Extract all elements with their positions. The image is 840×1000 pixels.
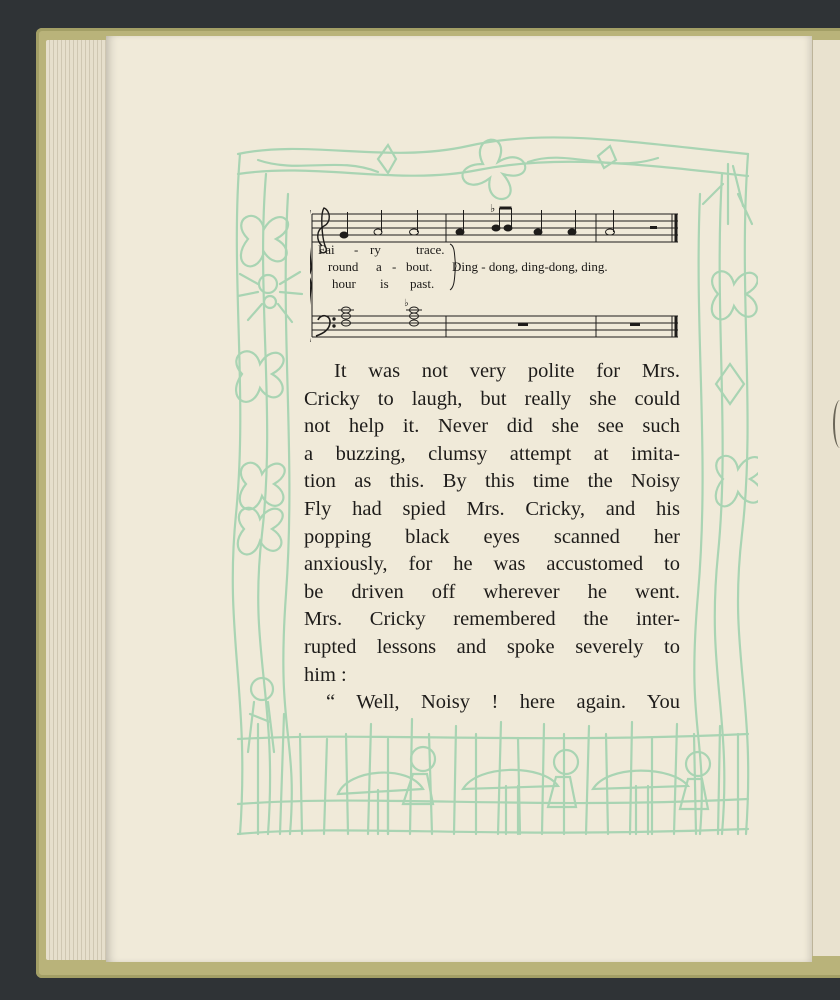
text-line: a buzzing, clumsy attempt at imita- — [304, 442, 680, 465]
svg-text:♭: ♭ — [404, 298, 409, 309]
lyrics-line-3 — [332, 276, 434, 292]
lyric-syllable: ry — [370, 242, 381, 257]
lyric-syllable: hour — [332, 276, 356, 291]
lyric-syllable: trace. — [416, 242, 445, 257]
body-text — [304, 358, 680, 717]
text-line: not help it. Never did she see such — [304, 415, 680, 438]
lyric-syllable: is — [380, 276, 389, 291]
text-line: “ Well, Noisy ! here again. You — [326, 691, 680, 714]
text-line: him : — [304, 663, 347, 686]
text-line: Fly had spied Mrs. Cricky, and his — [304, 497, 680, 520]
text-line: anxiously, for he was accustomed to — [304, 553, 680, 576]
text-line: tion as this. By this time the Noisy — [304, 470, 680, 493]
text-line: Cricky to laugh, but really she could — [304, 387, 680, 410]
lyric-syllable: Fai — [318, 242, 335, 257]
music-score — [310, 200, 686, 350]
text-line: Mrs. Cricky remembered the inter- — [304, 608, 680, 631]
lyric-syllable: bout. — [406, 259, 433, 274]
text-line: be driven off wherever he went. — [304, 580, 680, 603]
lyric-syllable: a — [376, 259, 382, 274]
svg-text:♭: ♭ — [490, 202, 496, 215]
lyric-syllable: round — [328, 259, 359, 274]
text-line: It was not very polite for Mrs. — [334, 360, 680, 382]
lyrics-line-1 — [318, 242, 445, 258]
text-line: popping black eyes scanned her — [304, 525, 680, 548]
text-line: rupted lessons and spoke severely to — [304, 635, 680, 658]
lyrics-line-2 — [328, 259, 432, 275]
staff-notation — [310, 200, 686, 350]
facing-page-edge — [812, 40, 840, 956]
lyrics-refrain: Ding - dong, ding-dong, ding. — [452, 259, 608, 274]
lyric-syllable: - — [354, 242, 359, 257]
lyric-syllable: past. — [410, 276, 435, 291]
lyric-syllable: - — [392, 259, 397, 274]
facing-page-letter-fragment — [833, 400, 840, 448]
